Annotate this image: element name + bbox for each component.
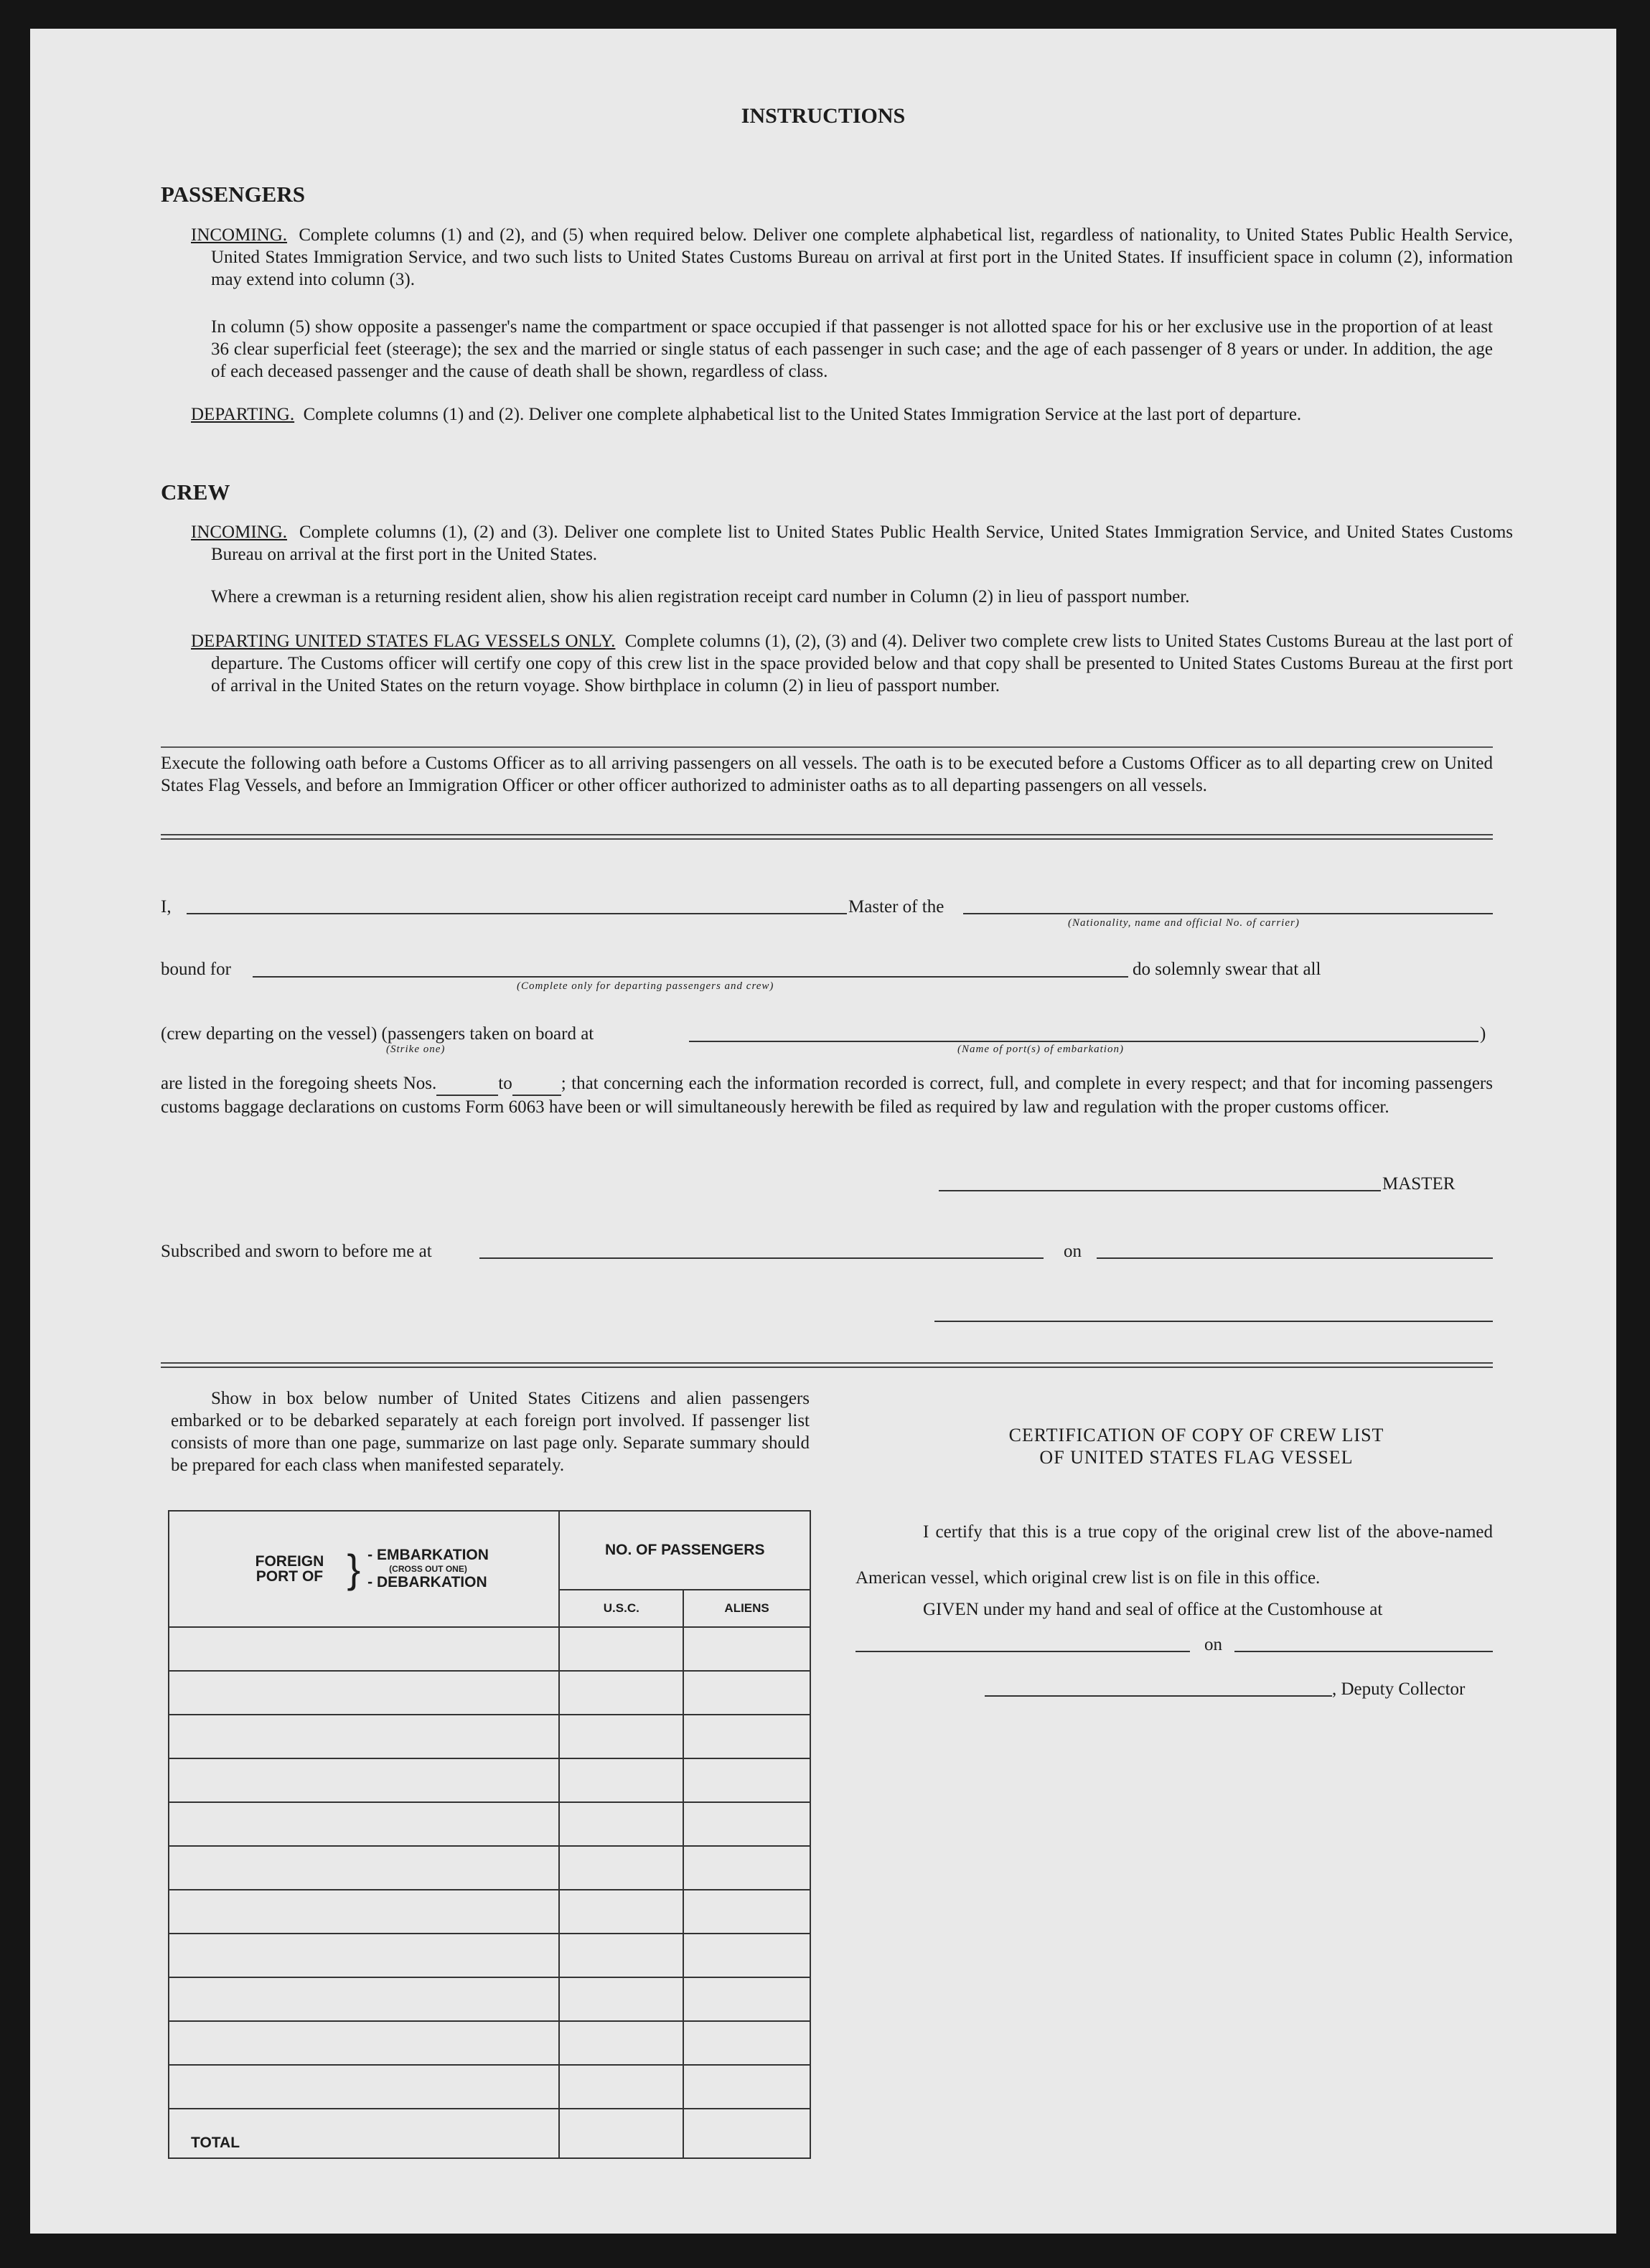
crew-departing-label: DEPARTING UNITED STATES FLAG VESSELS ONLY. bbox=[191, 632, 616, 651]
port-caption: (Name of port(s) of embarkation) bbox=[957, 1044, 1124, 1055]
port-cell[interactable] bbox=[169, 2021, 559, 2065]
crew-heading: CREW bbox=[161, 479, 230, 505]
crew-incoming-label: INCOMING. bbox=[191, 523, 288, 542]
oath-instruction: Execute the following oath before a Customs Officer as to all arriving passengers on all vessels. The oath is to be executed before a Customs Officer as to all departing crew on United States Flag Vessels, and before an Immigration Officer or other officer authorized to administer oaths as to all departing passengers on all vessels. bbox=[161, 754, 1493, 795]
certify-text: I certify that this is a true copy of the original crew list of the above-named American vessel, which original crew list is on file in this office. bbox=[856, 1522, 1493, 1588]
port-cell[interactable] bbox=[169, 1890, 559, 1934]
master-label: MASTER bbox=[1382, 1174, 1456, 1194]
aliens-cell[interactable] bbox=[683, 1627, 810, 1671]
deputy-collector-signature-field[interactable] bbox=[985, 1695, 1332, 1697]
usc-cell[interactable] bbox=[559, 1715, 683, 1758]
passengers-incoming-paragraph bbox=[191, 224, 1513, 291]
officer-signature-field[interactable] bbox=[934, 1321, 1493, 1322]
crew-departing-paragraph bbox=[191, 630, 1513, 697]
usc-cell[interactable] bbox=[559, 2021, 683, 2065]
embarkation-label: - EMBARKATION bbox=[367, 1547, 489, 1563]
sworn-place-field[interactable] bbox=[479, 1257, 1044, 1259]
aliens-cell[interactable] bbox=[683, 1890, 810, 1934]
aliens-cell[interactable] bbox=[683, 1715, 810, 1758]
table-row bbox=[169, 1977, 810, 2021]
section-divider bbox=[161, 746, 1493, 748]
given-text: GIVEN under my hand and seal of office at the Customhouse at bbox=[923, 1600, 1383, 1619]
bound-for-field[interactable] bbox=[253, 976, 1128, 978]
certification-title-line2: OF UNITED STATES FLAG VESSEL bbox=[1039, 1447, 1354, 1468]
certification-on-label: on bbox=[1204, 1635, 1222, 1654]
double-rule-2 bbox=[161, 1362, 1493, 1368]
cross-out-one: (CROSS OUT ONE) bbox=[389, 1564, 467, 1574]
aliens-cell[interactable] bbox=[683, 2021, 810, 2065]
aliens-cell[interactable] bbox=[683, 1758, 810, 1802]
port-cell[interactable] bbox=[169, 1715, 559, 1758]
aliens-cell[interactable] bbox=[683, 1671, 810, 1715]
port-cell[interactable] bbox=[169, 2065, 559, 2109]
passengers-heading: PASSENGERS bbox=[161, 182, 305, 207]
passenger-summary-table bbox=[168, 1510, 811, 2159]
listed-rest: ; that concerning each the information recorded is correct, full, and complete in every respect; and that for incoming passengers customs baggage declarations on customs Form 6063 have been or will simultaneously herewith be filed as required by law and regulation with the proper customs officer. bbox=[161, 1074, 1493, 1117]
usc-cell[interactable] bbox=[559, 1977, 683, 2021]
table-row bbox=[169, 1715, 810, 1758]
page-title: INSTRUCTIONS bbox=[741, 104, 906, 128]
customhouse-field[interactable] bbox=[856, 1651, 1190, 1652]
aliens-cell[interactable] bbox=[683, 2065, 810, 2109]
port-cell[interactable] bbox=[169, 1802, 559, 1846]
certification-title-line1: CERTIFICATION OF COPY OF CREW LIST bbox=[1008, 1425, 1384, 1445]
debarkation-label: - DEBARKATION bbox=[367, 1574, 487, 1590]
crew-incoming-paragraph bbox=[191, 521, 1513, 566]
oath-i-label: I, bbox=[161, 897, 172, 917]
usc-cell[interactable] bbox=[559, 1890, 683, 1934]
listed-start: are listed in the foregoing sheets Nos. bbox=[161, 1074, 437, 1093]
usc-cell[interactable] bbox=[559, 1671, 683, 1715]
aliens-cell[interactable] bbox=[683, 1977, 810, 2021]
sheet-from-field[interactable] bbox=[436, 1072, 498, 1096]
table-row bbox=[169, 1671, 810, 1715]
usc-cell[interactable] bbox=[559, 2065, 683, 2109]
master-signature-field[interactable] bbox=[939, 1190, 1381, 1191]
passengers-incoming-label: INCOMING. bbox=[191, 225, 288, 245]
passengers-incoming-text: Complete columns (1) and (2), and (5) when required below. Deliver one complete alphabetical list, regardless of nationality, to United States Public Health Service, United States Immigration Service, and two such lists to United States Customs Bureau on arrival at first port in the United States. If insufficient space in column (2), information may extend into column (3). bbox=[211, 225, 1514, 289]
crew-incoming-text: Complete columns (1), (2) and (3). Deliver one complete list to United States Public Health Service, United States Immigration Service, and United States Customs Bureau on arrival at the first port in the United States. bbox=[211, 523, 1513, 564]
table-row bbox=[169, 1934, 810, 1977]
sworn-on-label: on bbox=[1064, 1242, 1082, 1261]
bound-for-label: bound for bbox=[161, 960, 231, 979]
no-of-passengers-header: NO. OF PASSENGERS bbox=[559, 1511, 810, 1590]
master-of-the-label: Master of the bbox=[848, 897, 944, 917]
port-cell[interactable] bbox=[169, 1846, 559, 1890]
passengers-departing-paragraph bbox=[191, 403, 1513, 426]
complete-caption: (Complete only for departing passengers and crew) bbox=[517, 980, 774, 992]
port-header-cell bbox=[169, 1511, 559, 1627]
aliens-header: ALIENS bbox=[683, 1590, 810, 1627]
certification-title bbox=[884, 1424, 1509, 1468]
port-cell[interactable] bbox=[169, 1758, 559, 1802]
form-sheet bbox=[30, 29, 1616, 2234]
to-label: to bbox=[498, 1074, 512, 1093]
passengers-departing-label: DEPARTING. bbox=[191, 405, 295, 424]
table-row bbox=[169, 2021, 810, 2065]
usc-cell[interactable] bbox=[559, 1846, 683, 1890]
table-row bbox=[169, 1802, 810, 1846]
close-paren: ) bbox=[1480, 1024, 1486, 1044]
usc-cell[interactable] bbox=[559, 1934, 683, 1977]
usc-cell[interactable] bbox=[559, 1758, 683, 1802]
crew-departing-text: Complete columns (1), (2), (3) and (4). Deliver two complete crew lists to United States Customs Bureau at the last port of departure. The Customs officer will certify one copy of this crew list in the space provided below and that copy shall be presented to United States Customs Bureau at the first port of arrival in the United States on the return voyage. Show birthplace in column (2) in lieu of passport number. bbox=[211, 632, 1514, 695]
usc-header: U.S.C. bbox=[559, 1590, 683, 1627]
table-row bbox=[169, 1627, 810, 1671]
usc-total-cell[interactable] bbox=[559, 2109, 683, 2158]
port-cell[interactable] bbox=[169, 1627, 559, 1671]
brace-glyph: } bbox=[347, 1546, 361, 1591]
aliens-cell[interactable] bbox=[683, 1802, 810, 1846]
total-label: TOTAL bbox=[169, 2109, 559, 2158]
nationality-caption: (Nationality, name and official No. of carrier) bbox=[1068, 917, 1300, 929]
usc-cell[interactable] bbox=[559, 1802, 683, 1846]
foreign-port-of: FOREIGN PORT OF bbox=[255, 1553, 324, 1585]
usc-cell[interactable] bbox=[559, 1627, 683, 1671]
deputy-collector-label: , Deputy Collector bbox=[1332, 1679, 1466, 1699]
aliens-cell[interactable] bbox=[683, 1934, 810, 1977]
port-cell[interactable] bbox=[169, 1671, 559, 1715]
table-row bbox=[169, 1758, 810, 1802]
summary-intro: Show in box below number of United States Citizens and alien passengers embarked or to be debarked separately at each foreign port involved. If passenger list consists of more than one page, summarize on last page only. Separate summary should be prepared for each class when manifested separately. bbox=[171, 1389, 810, 1475]
subscribed-label: Subscribed and sworn to before me at bbox=[161, 1242, 432, 1261]
port-cell[interactable] bbox=[169, 1934, 559, 1977]
crew-alien-paragraph: Where a crewman is a returning resident alien, show his alien registration receipt card number in Column (2) in lieu of passport number. bbox=[211, 587, 1190, 606]
certification-date-field[interactable] bbox=[1234, 1651, 1493, 1652]
sworn-date-field[interactable] bbox=[1097, 1257, 1493, 1259]
crew-passengers-label: (crew departing on the vessel) (passengers taken on board at bbox=[161, 1024, 594, 1044]
carrier-field[interactable] bbox=[963, 913, 1493, 914]
table-row bbox=[169, 1846, 810, 1890]
port-cell[interactable] bbox=[169, 1977, 559, 2021]
passengers-column5-paragraph: In column (5) show opposite a passenger's name the compartment or space occupied if that passenger is not allotted space for his or her exclusive use in the proportion of at least 36 clear superficial feet (steerage); the sex and the married or single status of each passenger in such case; and the age of each passenger of 8 years or under. In addition, the age of each deceased passenger and the cause of death shall be shown, regardless of class. bbox=[211, 317, 1493, 381]
aliens-total-cell[interactable] bbox=[683, 2109, 810, 2158]
table-row bbox=[169, 1890, 810, 1934]
double-rule bbox=[161, 834, 1493, 840]
embarkation-port-field[interactable] bbox=[689, 1041, 1478, 1042]
aliens-cell[interactable] bbox=[683, 1846, 810, 1890]
do-swear-label: do solemnly swear that all bbox=[1133, 960, 1321, 979]
listed-paragraph bbox=[161, 1072, 1493, 1118]
passengers-departing-text: Complete columns (1) and (2). Deliver one complete alphabetical list to the United States Immigration Service at the last port of departure. bbox=[303, 405, 1302, 424]
strike-caption: (Strike one) bbox=[386, 1044, 446, 1055]
master-name-field[interactable] bbox=[187, 913, 847, 914]
sheet-to-field[interactable] bbox=[512, 1072, 561, 1096]
table-row bbox=[169, 2065, 810, 2109]
total-row bbox=[169, 2109, 810, 2158]
